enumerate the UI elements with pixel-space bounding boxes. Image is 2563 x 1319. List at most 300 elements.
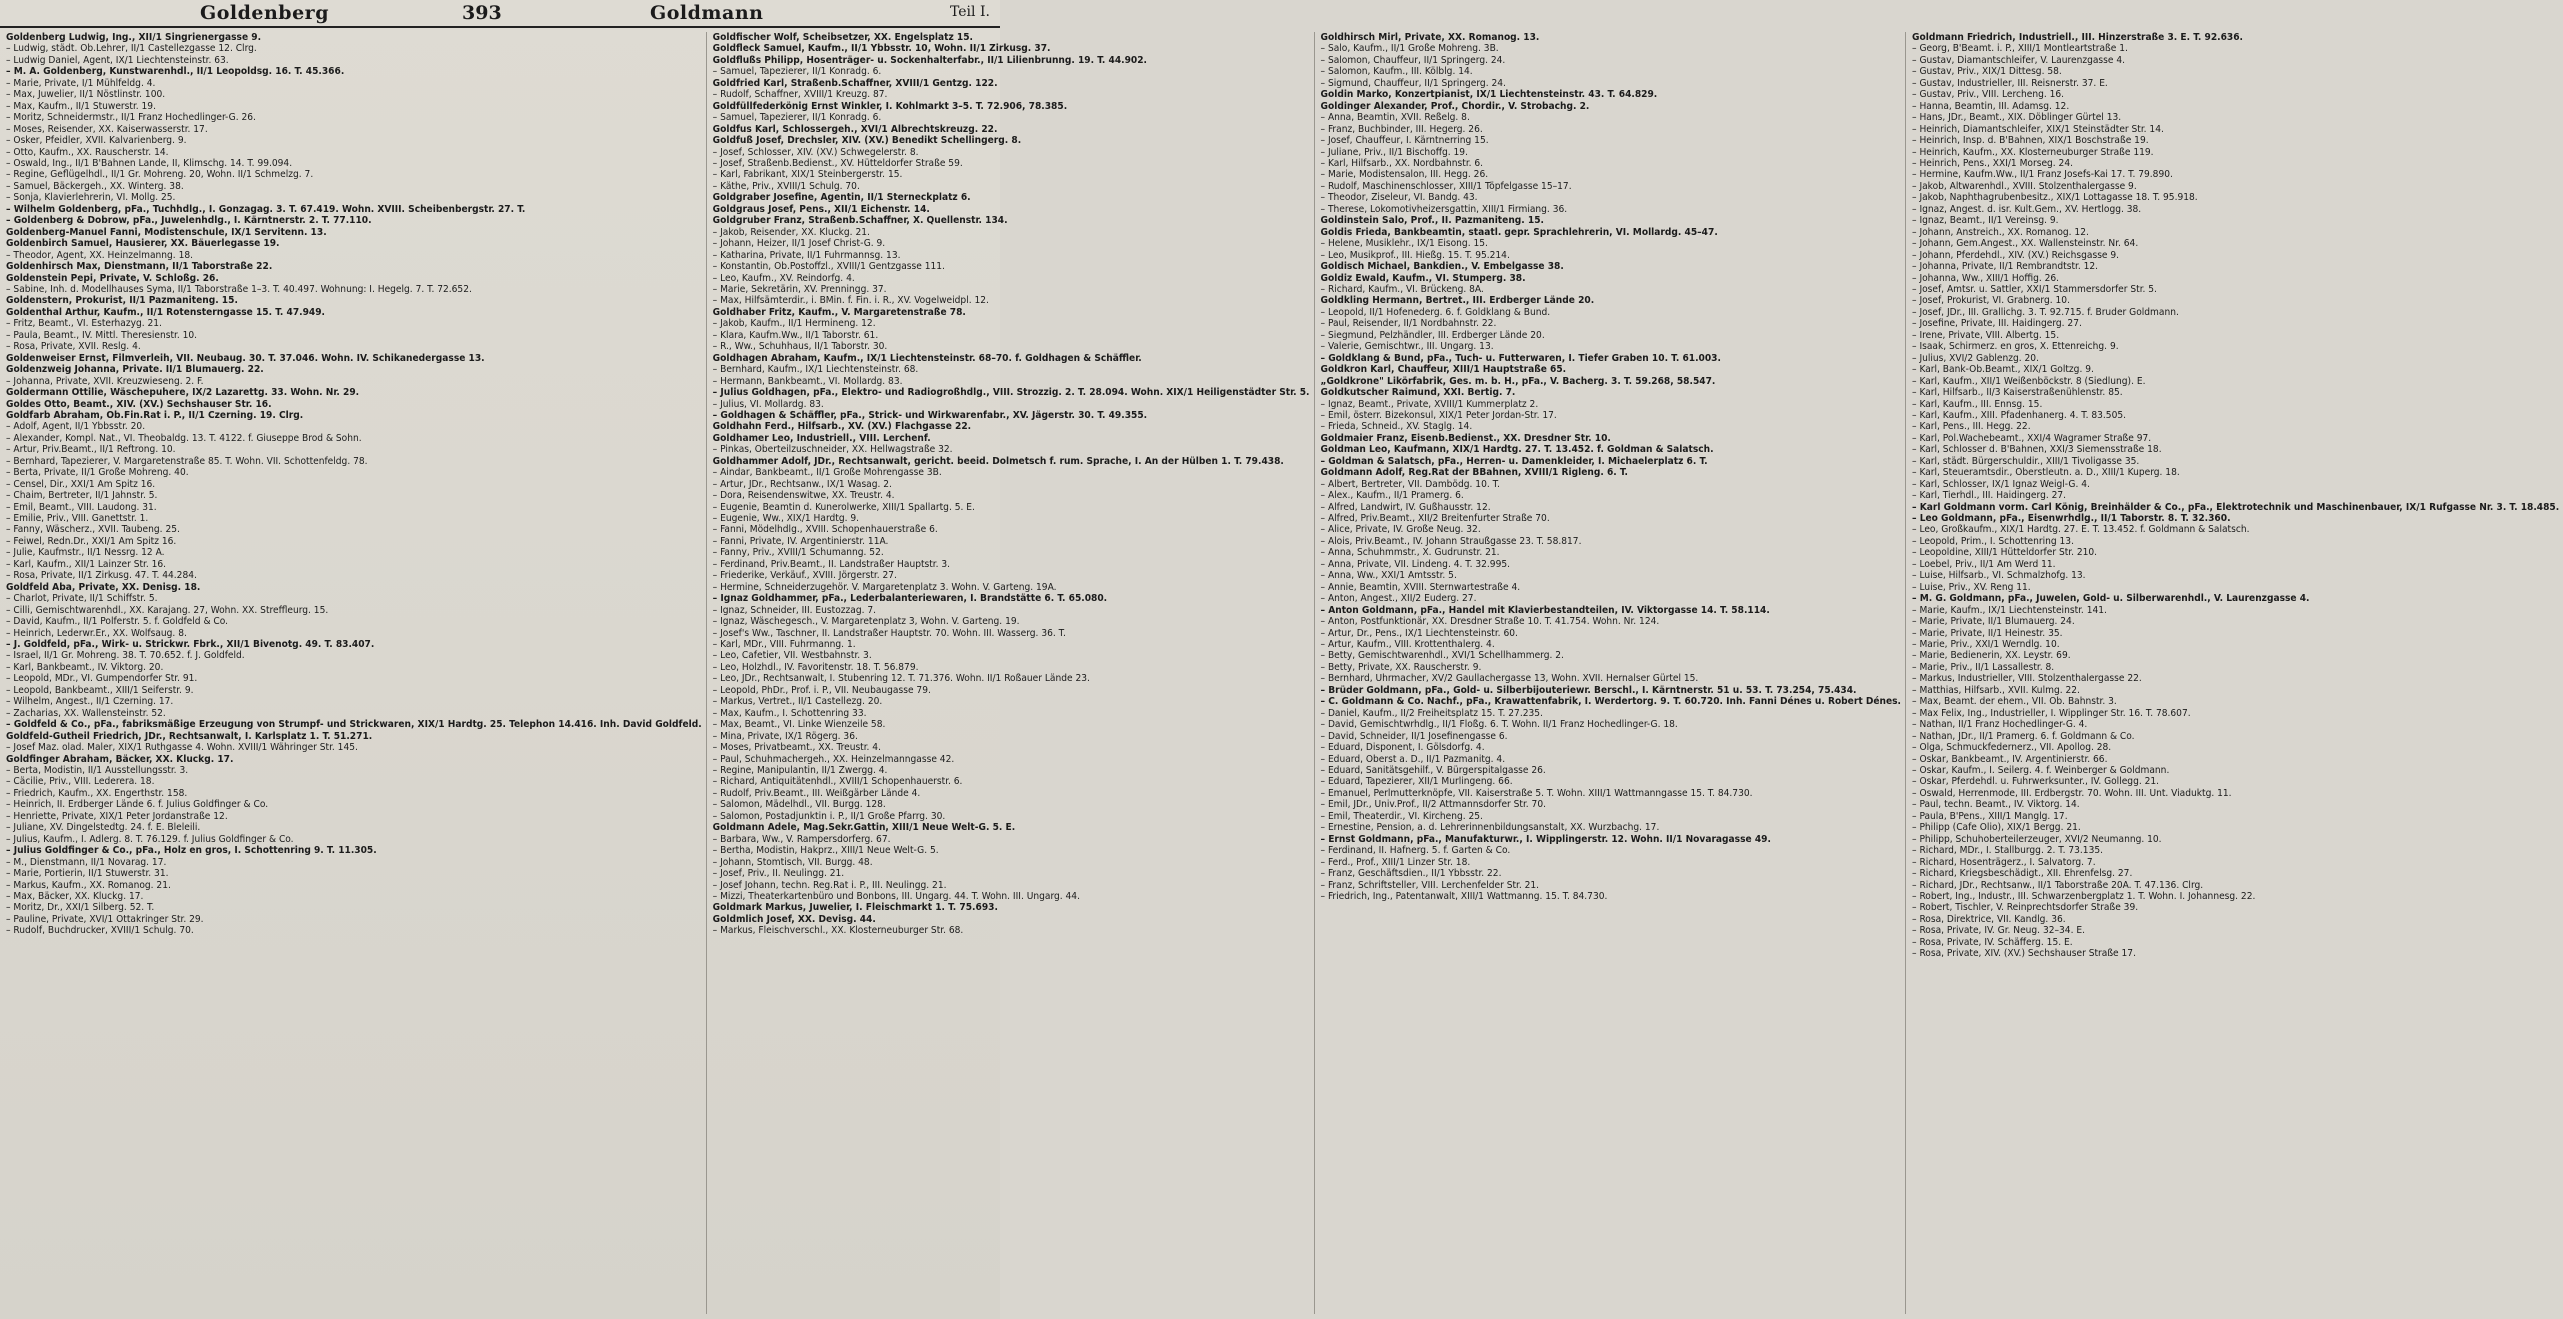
directory-entry-heading: Goldman Leo, Kaufmann, XIX/1 Hardtg. 27. T. 13.452. f. Goldman & Salatsch.	[1320, 444, 1714, 456]
directory-entry: – Charlot, Private, II/1 Schiffstr. 5.	[6, 593, 158, 605]
directory-entry: – Rudolf, Schaffner, XVIII/1 Kreuzg. 87.	[712, 89, 888, 101]
directory-entry: – Richard, MDr., I. Stallburgg. 2. T. 73.135.	[1912, 845, 2104, 857]
directory-entry-heading: – Karl Goldmann vorm. Carl König, Breinhälder & Co., pFa., Elektrotechnik und Maschinenbauer, IX/1 Rufgasse Nr. 3. T. 18.485.	[1912, 501, 2560, 513]
directory-entry-heading: – Ernst Goldmann, pFa., Manufakturwr., I. Wipplingerstr. 12. Wohn. II/1 Novaragasse 49.	[1320, 833, 1771, 845]
directory-entry: – Marie, Portierin, II/1 Stuwerstr. 31.	[6, 868, 169, 880]
directory-entry: – Katharina, Private, II/1 Fuhrmannsg. 13.	[712, 249, 901, 261]
directory-entry: – Israel, II/1 Gr. Mohreng. 38. T. 70.652. f. J. Goldfeld.	[6, 650, 245, 662]
directory-entry-heading: Goldhahn Ferd., Hilfsarb., XV. (XV.) Flachgasse 22.	[712, 421, 972, 433]
directory-entry: – Zacharias, XX. Wallensteinstr. 52.	[6, 707, 166, 719]
directory-entry: – Gustav, Priv., VIII. Lercheng. 16.	[1912, 89, 2065, 101]
directory-entry-heading: Goldfuß Josef, Drechsler, XIV. (XV.) Benedikt Schellingerg. 8.	[712, 135, 1022, 147]
directory-entry: – Franz, Schriftsteller, VIII. Lerchenfelder Str. 21.	[1320, 879, 1540, 891]
directory-entry: – Bernhard, Kaufm., IX/1 Liechtensteinstr. 68.	[712, 364, 919, 376]
directory-entry: – Max, Bäcker, XX. Kluckg. 17.	[6, 890, 144, 902]
directory-entry: – Philipp, Schuhoberteilerzeuger, XVI/2 Neumanng. 10.	[1912, 833, 2162, 845]
directory-entry-heading: „Goldkrone" Likörfabrik, Ges. m. b. H., pFa., V. Bacherg. 3. T. 59.268, 58.547.	[1320, 375, 1716, 387]
directory-entry: – Sabine, Inh. d. Modellhauses Syma, II/1 Taborstraße 1–3. T. 40.497. Wohnung: I. Hegelg. 7. T. 72.652.	[6, 283, 472, 295]
directory-entry: – Rosa, Private, IV. Schäfferg. 15. E.	[1912, 936, 2073, 948]
directory-entry: – Ferdinand, II. Hafnerg. 5. f. Garten & Co.	[1320, 845, 1511, 857]
directory-entry-heading: Goldmlich Josef, XX. Devisg. 44.	[712, 913, 876, 925]
directory-entry: – Rosa, Private, IV. Gr. Neug. 32–34. E.	[1912, 925, 2085, 937]
directory-entry: – Markus, Industrieller, VIII. Stolzenthalergasse 22.	[1912, 673, 2142, 685]
directory-entry: – David, Gemischtwrhdlg., II/1 Floßg. 6. T. Wohn. II/1 Franz Hochedlinger-G. 18.	[1320, 719, 1678, 731]
directory-entry: – Johann, Pferdehdl., XIV. (XV.) Reichsgasse 9.	[1912, 249, 2120, 261]
directory-entry: – Frieda, Schneid., XV. Staglg. 14.	[1320, 421, 1473, 433]
directory-entry: – Ignaz, Wäschegesch., V. Margaretenplatz 3, Wohn. V. Garteng. 19.	[712, 616, 1020, 628]
directory-entry: – Henriette, Private, XIX/1 Peter Jordanstraße 12.	[6, 810, 228, 822]
directory-entry: – Marie, Private, I/1 Mühlfeldg. 4.	[6, 77, 156, 89]
directory-entry: – Karl, Schlosser d. B'Bahnen, XXI/3 Siemensstraße 18.	[1912, 444, 2162, 456]
directory-entry-heading: – Goldfeld & Co., pFa., fabriksmäßige Erzeugung von Strumpf- und Strickwaren, XIX/1 Hardtg. 25. Telephon 14.416. Inh. David Goldfeld.	[6, 719, 702, 731]
directory-entry: – Leopold, PhDr., Prof. i. P., VII. Neubaugasse 79.	[712, 684, 931, 696]
directory-entry-heading: Goldfischer Wolf, Scheibsetzer, XX. Engelsplatz 15.	[712, 32, 973, 43]
directory-entry: – Johann, Stomtisch, VII. Burgg. 48.	[712, 856, 873, 868]
directory-entry-heading: Goldermann Ottilie, Wäschepuhere, IX/2 Lazarettg. 33. Wohn. Nr. 29.	[6, 387, 360, 399]
directory-entry: – Betty, Private, XX. Rauscherstr. 9.	[1320, 661, 1482, 673]
directory-entry: – Luise, Hilfsarb., VI. Schmalzhofg. 13.	[1912, 570, 2086, 582]
directory-entry: – Chaim, Bertreter, II/1 Jahnstr. 5.	[6, 490, 158, 502]
directory-entry: – Rosa, Private, XVII. Reslg. 4.	[6, 341, 141, 353]
directory-entry: – Osker, Pfeidler, XVII. Kalvarienberg. 9.	[6, 135, 187, 147]
directory-entry: – Moses, Reisender, XX. Kaiserwasserstr. 17.	[6, 123, 208, 135]
directory-entry: – Käthe, Priv., XVIII/1 Schulg. 70.	[712, 180, 860, 192]
directory-entry: – Johann, Gem.Angest., XX. Wallensteinstr. Nr. 64.	[1912, 238, 2139, 250]
directory-entry: – Nathan, II/1 Franz Hochedlinger-G. 4.	[1912, 719, 2088, 731]
directory-entry: – Oswald, Ing., II/1 B'Bahnen Lande, II, Klimschg. 14. T. 99.094.	[6, 157, 293, 169]
directory-entry: – Alexander, Kompl. Nat., VI. Theobaldg. 13. T. 4122. f. Giuseppe Brod & Sohn.	[6, 432, 362, 444]
directory-entry: – Leo, Kaufm., XV. Reindorfg. 4.	[712, 272, 855, 284]
directory-entry: – Fritz, Beamt., VI. Esterhazyg. 21.	[6, 318, 162, 330]
directory-entry-heading: Goldflußs Philipp, Hosenträger- u. Sockenhalterfabr., II/1 Lilienbrunng. 19. T. 44.902.	[712, 54, 1148, 66]
directory-entry: – Theodor, Ziseleur, VI. Bandg. 43.	[1320, 192, 1478, 204]
directory-entry-heading: Goldfeld-Gutheil Friedrich, JDr., Rechtsanwalt, I. Karlsplatz 1. T. 51.271.	[6, 730, 373, 742]
directory-entry: – Hermine, Schneiderzugehör. V. Margaretenplatz 3. Wohn. V. Garteng. 19A.	[712, 581, 1057, 593]
directory-entry-heading: Goldenberg-Manuel Fanni, Modistenschule, IX/1 Servitenn. 13.	[6, 226, 327, 238]
directory-entry: – Josef, JDr., III. Grallichg. 3. T. 92.715. f. Bruder Goldmann.	[1912, 306, 2179, 318]
directory-entry: – Bertha, Modistin, Hakprz., XIII/1 Neue Welt-G. 5.	[712, 845, 939, 857]
directory-entry: – Fanni, Private, IV. Argentinierstr. 11A.	[712, 535, 889, 547]
directory-entry: – Oskar, Kaufm., I. Seilerg. 4. f. Weinberger & Goldmann.	[1912, 765, 2170, 776]
directory-entry-heading: Goldfarb Abraham, Ob.Fin.Rat i. P., II/1 Czerning. 19. Clrg.	[6, 409, 304, 421]
directory-entry: – Karl, Schlosser, IX/1 Ignaz Weigl-G. 4.	[1912, 478, 2090, 490]
directory-entry: – Leopoldine, XIII/1 Hütteldorfer Str. 210.	[1912, 547, 2098, 559]
directory-entry: – Heinrich, Lederwr.Er., XX. Wolfsaug. 8.	[6, 627, 187, 639]
directory-entry: – Loebel, Priv., II/1 Am Werd 11.	[1912, 558, 2056, 570]
directory-entry: – Georg, B'Beamt. i. P., XIII/1 Montleartstraße 1.	[1912, 43, 2128, 55]
directory-entry: – Censel, Dir., XXI/1 Am Spitz 16.	[6, 478, 156, 490]
directory-entry: – Olga, Schmuckfedernerz., VII. Apollog. 28.	[1912, 742, 2112, 754]
directory-entry: – Paul, techn. Beamt., IV. Viktorg. 14.	[1912, 799, 2080, 811]
directory-entry: – David, Schneider, II/1 Josefinengasse 6.	[1320, 730, 1508, 742]
directory-entry: – Heinrich, II. Erdberger Lände 6. f. Julius Goldfinger & Co.	[6, 799, 269, 811]
directory-entry-heading: Goldkron Karl, Chauffeur, XIII/1 Hauptstraße 65.	[1320, 364, 1567, 376]
directory-entry: – Albert, Bertreter, VII. Dambödg. 10. T.	[1320, 478, 1500, 490]
directory-entry: – Julius, VI. Mollardg. 83.	[712, 398, 824, 410]
directory-entry: – Moritz, Schneidermstr., II/1 Franz Hochedlinger-G. 26.	[6, 112, 256, 124]
directory-entry: – Karl, MDr., VIII. Fuhrmanng. 1.	[712, 639, 856, 651]
directory-entry-heading: Goldhagen Abraham, Kaufm., IX/1 Liechtensteinstr. 68–70. f. Goldhagen & Schäffler.	[712, 352, 1142, 364]
directory-entry: – Regine, Geflügelhdl., II/1 Gr. Mohreng. 20, Wohn. II/1 Schmelzg. 7.	[6, 169, 314, 181]
directory-entry: – Markus, Kaufm., XX. Romanog. 21.	[6, 879, 171, 891]
directory-entry: – Aindar, Bankbeamt., II/1 Große Mohrengasse 3B.	[712, 467, 942, 479]
directory-entry-heading: Goldfried Karl, Straßenb.Schaffner, XVIII/1 Gentzg. 122.	[712, 77, 998, 89]
directory-entry-heading: Goldfinger Abraham, Bäcker, XX. Kluckg. 17.	[6, 753, 234, 765]
directory-entry-heading: Goldmark Markus, Juwelier, I. Fleischmarkt 1. T. 75.693.	[712, 902, 998, 914]
directory-entry: – Josef's Ww., Taschner, II. Landstraßer Hauptstr. 70. Wohn. III. Wasserg. 36. T.	[712, 627, 1066, 639]
directory-entry: – Josef, Amtsr. u. Sattler, XXI/1 Stammersdorfer Str. 5.	[1912, 283, 2157, 295]
directory-entry: – Karl, Tierhdl., III. Haidingerg. 27.	[1912, 490, 2067, 502]
running-head-right: Goldmann	[650, 2, 764, 24]
directory-entry: – Max, Hilfsämterdir., i. BMin. f. Fin. i. R., XV. Vogelweidpl. 12.	[712, 295, 989, 307]
directory-entry: – Klara, Kaufm.Ww., II/1 Taborstr. 61.	[712, 329, 879, 341]
directory-entry-heading: Goldhaber Fritz, Kaufm., V. Margaretenstraße 78.	[712, 306, 966, 318]
directory-entry: – Max, Juwelier, II/1 Nöstlinstr. 100.	[6, 89, 166, 101]
directory-entry: – Bernhard, Uhrmacher, XV/2 Gaullachergasse 13, Wohn. XVII. Hernalser Gürtel 15.	[1320, 673, 1699, 685]
directory-entry-heading: Goldmaier Franz, Eisenb.Bedienst., XX. Dresdner Str. 10.	[1320, 432, 1611, 444]
directory-entry: – Helene, Musiklehr., IX/1 Eisong. 15.	[1320, 238, 1488, 250]
directory-entry-heading: Goldisch Michael, Bankdien., V. Embelgasse 38.	[1320, 261, 1564, 273]
directory-columns	[6, 32, 2560, 1314]
directory-entry: – Regine, Manipulantin, II/1 Zwergg. 4.	[712, 765, 888, 776]
directory-entry-heading: Goldiz Ewald, Kaufm., VI. Stumperg. 38.	[1320, 272, 1526, 284]
directory-entry-heading: Goldkutscher Raimund, XXI. Bertig. 7.	[1320, 387, 1516, 399]
directory-entry: – Markus, Fleischverschl., XX. Klosterneuburger Str. 68.	[712, 925, 964, 937]
directory-entry: – Moritz, Dr., XXI/1 Silberg. 52. T.	[6, 902, 155, 914]
directory-entry-heading: Goldmann Adele, Mag.Sekr.Gattin, XIII/1 Neue Welt-G. 5. E.	[712, 822, 1016, 834]
directory-entry: – Josef Johann, techn. Reg.Rat i. P., III. Neulingg. 21.	[712, 879, 947, 891]
directory-entry: – Hermann, Bankbeamt., VI. Mollardg. 83.	[712, 375, 903, 387]
directory-entry: – Eduard, Disponent, I. Gölsdorfg. 4.	[1320, 742, 1485, 754]
directory-entry-heading: – Julius Goldfinger & Co., pFa., Holz en gros, I. Schottenring 9. T. 11.305.	[6, 845, 377, 857]
directory-entry: – Jakob, Kaufm., II/1 Hermineng. 12.	[712, 318, 876, 330]
directory-entry: – Gustav, Priv., XIX/1 Dittesg. 58.	[1912, 66, 2062, 78]
directory-entry: – Pauline, Private, XVI/1 Ottakringer Str. 29.	[6, 913, 204, 925]
directory-entry: – Josef, Straßenb.Bedienst., XV. Hütteldorfer Straße 59.	[712, 157, 963, 169]
directory-entry-heading: Goldenzweig Johanna, Private. II/1 Blumauerg. 22.	[6, 364, 264, 376]
directory-entry: – Fanny, Wäscherz., XVII. Taubeng. 25.	[6, 524, 180, 536]
directory-entry-heading: – M. A. Goldenberg, Kunstwarenhdl., II/1 Leopoldsg. 16. T. 45.366.	[6, 66, 345, 78]
directory-entry: – Johanna, Private, XVII. Kreuzwieseng. 2. F.	[6, 375, 204, 387]
directory-entry: – Marie, Modistensalon, III. Hegg. 26.	[1320, 169, 1489, 181]
directory-entry: – Gustav, Industrieller, III. Reisnerstr. 37. E.	[1912, 77, 2108, 89]
directory-entry: – Karl, Hilfsarb., II/3 Kaiserstraßenühlenstr. 85.	[1912, 387, 2123, 399]
directory-entry: – Alice, Private, IV. Große Neug. 32.	[1320, 524, 1481, 536]
directory-entry: – Richard, Hosenträgerz., I. Salvatorg. 7.	[1912, 856, 2096, 868]
directory-entry: – Anna, Schuhmmstr., X. Gudrunstr. 21.	[1320, 547, 1500, 559]
directory-column-1	[6, 32, 707, 1314]
directory-entry: – Alois, Priv.Beamt., IV. Johann Straußgasse 23. T. 58.817.	[1320, 535, 1582, 547]
directory-entry: – Pinkas, Oberteilzuschneider, XX. Hellwagstraße 32.	[712, 444, 953, 456]
directory-entry: – Karl, Fabrikant, XIX/1 Steinbergerstr. 15.	[712, 169, 903, 181]
directory-entry-heading: Goldhammer Adolf, JDr., Rechtsanwalt, gericht. beeid. Dolmetsch f. rum. Sprache, I. An der Hülben 1. T. 79.438.	[712, 455, 1284, 467]
directory-entry: – Isaak, Schirmerz. en gros, X. Ettenreichg. 9.	[1912, 341, 2119, 353]
directory-entry: – Artur, JDr., Rechtsanw., IX/1 Wasag. 2.	[712, 478, 892, 490]
directory-entry-heading: Goldenberg Ludwig, Ing., XII/1 Singrienergasse 9.	[6, 32, 262, 43]
directory-entry-heading: Goldmann Friedrich, Industriell., III. Hinzerstraße 3. E. T. 92.636.	[1912, 32, 2243, 43]
directory-entry: – Julius, Kaufm., I. Adlerg. 8. T. 76.129. f. Julius Goldfinger & Co.	[6, 833, 294, 845]
directory-entry: – Rudolf, Priv.Beamt., III. Weißgärber Lände 4.	[712, 787, 921, 799]
directory-entry-heading: Goldinstein Salo, Prof., II. Pazmaniteng. 15.	[1320, 215, 1544, 227]
directory-entry: – Feiwel, Redn.Dr., XXI/1 Am Spitz 16.	[6, 535, 177, 547]
directory-entry-heading: – Anton Goldmann, pFa., Handel mit Klavierbestandteilen, IV. Viktorgasse 14. T. 58.114.	[1320, 604, 1770, 616]
directory-entry: – Richard, Kriegsbeschädigt., XII. Ehrenfelsg. 27.	[1912, 868, 2133, 880]
directory-entry: – Karl, städt. Bürgerschuldir., XIII/1 Tivoligasse 35.	[1912, 455, 2140, 467]
directory-entry: – Hans, JDr., Beamt., XIX. Döblinger Gürtel 13.	[1912, 112, 2122, 124]
directory-entry: – Johann, Anstreich., XX. Romanog. 12.	[1912, 226, 2089, 238]
directory-entry-heading: Goldes Otto, Beamt., XIV. (XV.) Sechshauser Str. 16.	[6, 398, 272, 410]
directory-entry: – Karl, Bank-Ob.Beamt., XIX/1 Goltzg. 9.	[1912, 364, 2094, 376]
directory-entry: – Markus, Vertret., II/1 Castellezg. 20.	[712, 696, 883, 708]
directory-entry: – Anton, Angest., XII/2 Euderg. 27.	[1320, 593, 1477, 605]
directory-entry: – Paula, B'Pens., XIII/1 Manglg. 17.	[1912, 810, 2068, 822]
directory-entry: – Friedrich, Ing., Patentanwalt, XIII/1 Wattmanng. 15. T. 84.730.	[1320, 890, 1608, 902]
directory-entry: – R., Ww., Schuhhaus, II/1 Taborstr. 30.	[712, 341, 888, 353]
directory-entry: – Eduard, Tapezierer, XII/1 Murlingeng. 66.	[1320, 776, 1513, 788]
directory-entry: – Salomon, Mädelhdl., VII. Burgg. 128.	[712, 799, 886, 811]
directory-entry: – Alex., Kaufm., II/1 Pramerg. 6.	[1320, 490, 1464, 502]
directory-entry: – Juliane, XV. Dingelstedtg. 24. f. E. Bleleili.	[6, 822, 201, 834]
directory-entry: – Hanna, Beamtin, III. Adamsg. 12.	[1912, 100, 2070, 112]
directory-entry: – Therese, Lokomotivheizersgattin, XIII/1 Firmiang. 36.	[1320, 203, 1568, 215]
directory-entry: – Samuel, Bäckergeh., XX. Winterg. 38.	[6, 180, 184, 192]
directory-entry-heading: – Leo Goldmann, pFa., Eisenwrhdlg., II/1 Taborstr. 8. T. 32.360.	[1912, 513, 2231, 525]
directory-entry: – Julie, Kaufmstr., II/1 Nessrg. 12 A.	[6, 547, 165, 559]
directory-entry-heading: Goldmann Adolf, Reg.Rat der BBahnen, XVIII/1 Rigleng. 6. T.	[1320, 467, 1628, 479]
directory-entry: – Karl, Kaufm., XIII. Pfadenhanerg. 4. T. 83.505.	[1912, 409, 2127, 421]
directory-entry: – Ludwig Daniel, Agent, IX/1 Liechtensteinstr. 63.	[6, 54, 229, 66]
directory-entry: – Theodor, Agent, XX. Heinzelmanng. 18.	[6, 249, 194, 261]
directory-entry: – Siegmund, Pelzhändler, III. Erdberger Lände 20.	[1320, 329, 1545, 341]
directory-entry-heading: Goldfus Karl, Schlossergeh., XVI/1 Albrechtskreuzg. 22.	[712, 123, 998, 135]
directory-entry: – Betty, Gemischtwarenhdl., XVI/1 Schellhammerg. 2.	[1320, 650, 1564, 662]
directory-entry: – Ignaz, Beamt., Private, XVIII/1 Kummerplatz 2.	[1320, 398, 1539, 410]
directory-entry: – Jakob, Naphthagrubenbesitz., XIX/1 Lottagasse 18. T. 95.918.	[1912, 192, 2198, 204]
directory-entry: – Marie, Private, II/1 Blumauerg. 24.	[1912, 616, 2075, 628]
directory-entry: – Emilie, Priv., VIII. Ganettstr. 1.	[6, 513, 149, 525]
directory-entry: – Anna, Beamtin, XVII. Reßelg. 8.	[1320, 112, 1470, 124]
directory-entry: – Eugenie, Beamtin d. Kunerolwerke, XIII/1 Spallartg. 5. E.	[712, 501, 975, 513]
directory-entry-heading: – C. Goldmann & Co. Nachf., pFa., Krawattenfabrik, I. Werdertorg. 9. T. 60.720. Inh. Fanni Dénes u. Robert Dénes.	[1320, 696, 1902, 708]
directory-entry: – Fanni, Mödelhdlg., XVIII. Schopenhauerstraße 6.	[712, 524, 938, 536]
directory-entry: – Moses, Privatbeamt., XX. Treustr. 4.	[712, 742, 881, 754]
directory-entry-heading: – M. G. Goldmann, pFa., Juwelen, Gold- u. Silberwarenhdl., V. Laurenzgasse 4.	[1912, 593, 2310, 605]
directory-entry: – Marie, Priv., II/1 Lassallestr. 8.	[1912, 661, 2055, 673]
directory-entry: – Karl, Pens., III. Hegg. 22.	[1912, 421, 2031, 433]
directory-entry-heading: Goldfleck Samuel, Kaufm., II/1 Ybbsstr. 10, Wohn. II/1 Zirkusg. 37.	[712, 43, 1051, 55]
directory-entry-heading: Goldgraber Josefine, Agentin, II/1 Sterneckplatz 6.	[712, 192, 971, 204]
directory-entry-heading: – Julius Goldhagen, pFa., Elektro- und Radiogroßhdlg., VIII. Strozzig. 2. T. 28.094. Wohn. XIX/1 Heiligenstädter Str. 5.	[712, 387, 1310, 399]
directory-entry: – Max, Kaufm., I. Schottenring 33.	[712, 707, 867, 719]
directory-entry: – Marie, Kaufm., IX/1 Liechtensteinstr. 141.	[1912, 604, 2107, 616]
directory-column-2	[713, 32, 1315, 1314]
directory-entry: – Josef Maz. olad. Maler, XIX/1 Ruthgasse 4. Wohn. XVIII/1 Währinger Str. 145.	[6, 742, 358, 754]
directory-entry: – Anna, Ww., XXI/1 Amtsstr. 5.	[1320, 570, 1457, 582]
directory-entry: – Heinrich, Pens., XXI/1 Morseg. 24.	[1912, 157, 2073, 169]
directory-entry: – Ernestine, Pension, a. d. Lehrerinnenbildungsanstalt, XX. Wurzbachg. 17.	[1320, 822, 1660, 834]
directory-entry: – Emanuel, Perlmutterknöpfe, VII. Kaiserstraße 5. T. Wohn. XIII/1 Wattmanngasse 15. T. 84.730.	[1320, 787, 1753, 799]
directory-entry: – Karl, Kaufm., XII/1 Lainzer Str. 16.	[6, 558, 167, 570]
directory-entry-heading: Goldhamer Leo, Industriell., VIII. Lerchenf.	[712, 432, 931, 444]
directory-entry: – Heinrich, Insp. d. B'Bahnen, XIX/1 Boschstraße 19.	[1912, 135, 2149, 147]
directory-entry-heading: – Goldman & Salatsch, pFa., Herren- u. Damenkleider, I. Michaelerplatz 6. T.	[1320, 455, 1708, 467]
directory-entry: – Oskar, Bankbeamt., IV. Argentinierstr. 66.	[1912, 753, 2108, 765]
directory-entry: – Barbara, Ww., V. Rampersdorferg. 67.	[712, 833, 891, 845]
directory-entry-heading: Goldenstern, Prokurist, II/1 Pazmaniteng. 15.	[6, 295, 238, 307]
directory-entry: – Julius, XVI/2 Gablenzg. 20.	[1912, 352, 2039, 364]
directory-entry: – Leo, Musikprof., III. Hießg. 15. T. 95.214.	[1320, 249, 1510, 261]
directory-entry-heading: Goldenstein Pepi, Private, V. Schloßg. 26.	[6, 272, 219, 284]
directory-entry: – Rosa, Direktrice, VII. Kandlg. 36.	[1912, 913, 2066, 925]
directory-entry: – Alfred, Priv.Beamt., XII/2 Breitenfurter Straße 70.	[1320, 513, 1550, 525]
directory-entry: – Franz, Geschäftsdien., II/1 Ybbsstr. 22.	[1320, 868, 1502, 880]
directory-entry: – Max, Kaufm., II/1 Stuwerstr. 19.	[6, 100, 156, 112]
directory-entry: – Ludwig, städt. Ob.Lehrer, II/1 Castellezgasse 12. Clrg.	[6, 43, 257, 55]
directory-entry: – Ignaz, Angest. d. isr. Kult.Gem., XV. Hertlogg. 38.	[1912, 203, 2142, 215]
directory-entry: – Dora, Reisendenswitwe, XX. Treustr. 4.	[712, 490, 895, 502]
directory-entry: – Josef, Chauffeur, I. Kärntnerring 15.	[1320, 135, 1489, 147]
directory-entry: – Ignaz, Schneider, III. Eustozzag. 7.	[712, 604, 877, 616]
directory-entry: – Rosa, Private, II/1 Zirkusg. 47. T. 44.284.	[6, 570, 197, 582]
directory-entry: – Franz, Buchbinder, III. Hegerg. 26.	[1320, 123, 1483, 135]
directory-entry: – Berta, Private, II/1 Große Mohreng. 40.	[6, 467, 189, 479]
directory-entry-heading: – Wilhelm Goldenberg, pFa., Tuchhdlg., I. Gonzagag. 3. T. 67.419. Wohn. XVIII. Scheibenbergstr. 27. T.	[6, 203, 526, 215]
directory-entry: – Friedrich, Kaufm., XX. Engerthstr. 158.	[6, 787, 188, 799]
directory-entry: – Sigmund, Chauffeur, II/1 Springerg. 24.	[1320, 77, 1506, 89]
directory-entry: – Johann, Heizer, II/1 Josef Christ-G. 9.	[712, 238, 886, 250]
directory-entry-heading: Goldenhirsch Max, Dienstmann, II/1 Taborstraße 22.	[6, 261, 273, 273]
directory-entry-heading: Goldfeld Aba, Private, XX. Denisg. 18.	[6, 581, 201, 593]
page-number: 393	[462, 2, 502, 24]
directory-entry: – Marie, Bedienerin, XX. Leystr. 69.	[1912, 650, 2071, 662]
directory-entry-heading: Goldfüllfederkönig Ernst Winkler, I. Kohlmarkt 3–5. T. 72.906, 78.385.	[712, 100, 1068, 112]
directory-entry: – Robert, Tischler, V. Reinprechtsdorfer Straße 39.	[1912, 902, 2139, 914]
directory-entry: – Emil, Theaterdir., VI. Kircheng. 25.	[1320, 810, 1483, 822]
directory-entry: – Luise, Priv., XV. Reng 11.	[1912, 581, 2031, 593]
directory-entry-heading: Goldhirsch Mirl, Private, XX. Romanog. 13.	[1320, 32, 1540, 43]
directory-entry: – Leopold, Prim., I. Schottenring 13.	[1912, 535, 2074, 547]
directory-entry: – M., Dienstmann, II/1 Novarag. 17.	[6, 856, 167, 868]
directory-entry: – Karl, Kaufm., XII/1 Weißenböckstr. 8 (Siedlung). E.	[1912, 375, 2146, 387]
directory-entry: – Hermine, Kaufm.Ww., II/1 Franz Josefs-Kai 17. T. 79.890.	[1912, 169, 2173, 181]
directory-entry-heading: – Goldhagen & Schäffler, pFa., Strick- und Wirkwarenfabr., XV. Jägerstr. 30. T. 49.355.	[712, 409, 1148, 421]
directory-entry-heading: – Goldklang & Bund, pFa., Tuch- u. Futterwaren, I. Tiefer Graben 10. T. 61.003.	[1320, 352, 1721, 364]
directory-entry: – Johanna, Private, II/1 Rembrandtstr. 12.	[1912, 261, 2099, 273]
directory-entry: – Eugenie, Ww., XIX/1 Hardtg. 9.	[712, 513, 860, 525]
directory-entry: – Anton, Postfunktionär, XX. Dresdner Straße 10. T. 41.754. Wohn. Nr. 124.	[1320, 616, 1660, 628]
directory-entry: – Konstantin, Ob.Postoffzl., XVIII/1 Gentzgasse 111.	[712, 261, 945, 273]
directory-entry: – Rosa, Private, XIV. (XV.) Sechshauser Straße 17.	[1912, 948, 2136, 960]
directory-entry-heading: Goldenbirch Samuel, Hausierer, XX. Bäuerlegasse 19.	[6, 238, 280, 250]
directory-entry: – Richard, JDr., Rechtsanw., II/1 Taborstraße 20A. T. 47.136. Clrg.	[1912, 879, 2204, 891]
directory-entry: – Daniel, Kaufm., II/2 Freiheitsplatz 15. T. 27.235.	[1320, 707, 1543, 719]
directory-entry: – Artur, Dr., Pens., IX/1 Liechtensteinstr. 60.	[1320, 627, 1518, 639]
directory-entry: – Paul, Reisender, II/1 Nordbahnstr. 22.	[1320, 318, 1497, 330]
directory-entry: – Jakob, Reisender, XX. Kluckg. 21.	[712, 226, 870, 238]
directory-entry: – Karl, Kaufm., III. Ennsg. 15.	[1912, 398, 2043, 410]
directory-entry: – Richard, Antiquitätenhdl., XVIII/1 Schopenhauerstr. 6.	[712, 776, 963, 788]
directory-entry: – Emil, Beamt., VIII. Laudong. 31.	[6, 501, 157, 513]
directory-entry: – Sonja, Klavierlehrerin, VI. Mollg. 25.	[6, 192, 176, 204]
directory-entry: – Max, Beamt., VI. Linke Wienzeile 58.	[712, 719, 886, 731]
directory-entry: – Juliane, Priv., II/1 Bischoffg. 19.	[1320, 146, 1468, 158]
directory-entry-heading: Goldgraus Josef, Pens., XII/1 Eichenstr. 14.	[712, 203, 930, 215]
directory-entry: – Cilli, Gemischtwarenhdl., XX. Karajang. 27, Wohn. XX. Streffleurg. 15.	[6, 604, 329, 616]
directory-entry: – Max, Beamt. der ehem., VII. Ob. Bahnstr. 3.	[1912, 696, 2117, 708]
directory-entry-heading: – J. Goldfeld, pFa., Wirk- u. Strickwr. Fbrk., XII/1 Bivenotg. 49. T. 83.407.	[6, 639, 375, 651]
directory-entry: – Matthias, Hilfsarb., XVII. Kulmg. 22.	[1912, 684, 2080, 696]
directory-entry: – Leo, Holzhdl., IV. Favoritenstr. 18. T. 56.879.	[712, 661, 919, 673]
directory-entry: – Salomon, Chauffeur, II/1 Springerg. 24.	[1320, 54, 1506, 66]
directory-entry: – Eduard, Sanitätsgehilf., V. Bürgerspitalgasse 26.	[1320, 765, 1546, 776]
directory-entry: – Emil, JDr., Univ.Prof., II/2 Attmannsdorfer Str. 70.	[1320, 799, 1546, 811]
directory-entry: – Max Felix, Ing., Industrieller, I. Wipplinger Str. 16. T. 78.607.	[1912, 707, 2191, 719]
directory-entry: – Richard, Kaufm., VI. Brückeng. 8A.	[1320, 283, 1484, 295]
directory-entry: – Mizzi, Theaterkartenbüro und Bonbons, III. Ungarg. 44. T. Wohn. III. Ungarg. 44.	[712, 890, 1080, 902]
directory-entry: – Salomon, Kaufm., III. Kölblg. 14.	[1320, 66, 1473, 78]
directory-entry: – Marie, Sekretärin, XV. Prenningg. 37.	[712, 283, 887, 295]
directory-entry: – Marie, Priv., XXI/1 Werndlg. 10.	[1912, 639, 2060, 651]
directory-entry: – Fanny, Priv., XVIII/1 Schumanng. 52.	[712, 547, 884, 559]
directory-entry-heading: Goldkling Hermann, Bertret., III. Erdberger Lände 20.	[1320, 295, 1595, 307]
directory-entry: – Salomon, Postadjunktin i. P., II/1 Große Pfarrg. 30.	[712, 810, 946, 822]
directory-entry: – Ferd., Prof., XIII/1 Linzer Str. 18.	[1320, 856, 1471, 868]
directory-entry-heading: – Ignaz Goldhammer, pFa., Lederbalanteriewaren, I. Brandstätte 6. T. 65.080.	[712, 593, 1108, 605]
part-label: Teil I.	[950, 4, 990, 20]
directory-entry-heading: Goldenthal Arthur, Kaufm., II/1 Rotensterngasse 15. T. 47.949.	[6, 306, 325, 318]
directory-entry-heading: Goldinger Alexander, Prof., Chordir., V. Strobachg. 2.	[1320, 100, 1590, 112]
directory-entry: – Ferdinand, Priv.Beamt., II. Landstraßer Hauptstr. 3.	[712, 558, 951, 570]
directory-column-4	[1912, 32, 2563, 1314]
directory-entry: – Wilhelm, Angest., II/1 Czerning. 17.	[6, 696, 174, 708]
directory-entry: – Artur, Priv.Beamt., II/1 Reftrong. 10.	[6, 444, 176, 456]
directory-entry: – Josef, Priv., II. Neulingg. 21.	[712, 868, 845, 880]
running-head-left: Goldenberg	[200, 2, 329, 24]
directory-entry: – Paul, Schuhmachergeh., XX. Heinzelmanngasse 42.	[712, 753, 955, 765]
directory-entry: – Paula, Beamt., IV. Mittl. Theresienstr. 10.	[6, 329, 198, 341]
directory-column-3	[1321, 32, 1907, 1314]
directory-entry: – Robert, Ing., Industr., III. Schwarzenbergplatz 1. T. Wohn. I. Johannesg. 22.	[1912, 890, 2256, 902]
directory-entry-heading: Goldenweiser Ernst, Filmverleih, VII. Neubaug. 30. T. 37.046. Wohn. IV. Schikanedergasse 13.	[6, 352, 485, 364]
directory-entry: – Johanna, Ww., XIII/1 Hoffig. 26.	[1912, 272, 2060, 284]
directory-entry: – Karl, Steueramtsdir., Oberstleutn. a. D., XIII/1 Kuperg. 18.	[1912, 467, 2180, 479]
directory-entry: – Rudolf, Buchdrucker, XVIII/1 Schulg. 70.	[6, 925, 194, 937]
directory-entry: – Samuel, Tapezierer, II/1 Konradg. 6.	[712, 112, 882, 124]
directory-entry: – David, Kaufm., II/1 Polferstr. 5. f. Goldfeld & Co.	[6, 616, 229, 628]
directory-entry: – Adolf, Agent, II/1 Ybbsstr. 20.	[6, 421, 146, 433]
directory-entry: – Rudolf, Maschinenschlosser, XIII/1 Töpfelgasse 15–17.	[1320, 180, 1572, 192]
directory-entry-heading: Goldin Marko, Konzertpianist, IX/1 Liechtensteinstr. 43. T. 64.829.	[1320, 89, 1658, 101]
directory-entry: – Leopold, MDr., VI. Gumpendorfer Str. 91.	[6, 673, 198, 685]
directory-entry: – Eduard, Oberst a. D., II/1 Pazmanitg. 4.	[1320, 753, 1506, 765]
directory-entry-heading: – Brüder Goldmann, pFa., Gold- u. Silberbijouteriewr. Berschl., I. Kärntnerstr. 51 u. 53. T. 73.254, 75.434.	[1320, 684, 1857, 696]
directory-entry-heading: Goldis Frieda, Bankbeamtin, staatl. gepr. Sprachlehrerin, VI. Mollardg. 45–47.	[1320, 226, 1718, 238]
directory-entry: – Annie, Beamtin, XVIII. Sternwartestraße 4.	[1320, 581, 1521, 593]
directory-entry: – Oswald, Herrenmode, III. Erdbergstr. 70. Wohn. III. Unt. Viaduktg. 11.	[1912, 787, 2232, 799]
directory-entry: – Leo, Cafetier, VII. Westbahnstr. 3.	[712, 650, 872, 662]
directory-entry: – Salo, Kaufm., II/1 Große Mohreng. 3B.	[1320, 43, 1499, 55]
directory-entry: – Marie, Private, II/1 Heinestr. 35.	[1912, 627, 2063, 639]
directory-entry: – Josefine, Private, III. Haidingerg. 27.	[1912, 318, 2082, 330]
directory-entry: – Mina, Private, IX/1 Rögerg. 36.	[712, 730, 858, 742]
directory-entry: – Berta, Modistin, II/1 Ausstellungsstr. 3.	[6, 765, 189, 776]
directory-entry: – Jakob, Altwarenhdl., XVIII. Stolzenthalergasse 9.	[1912, 180, 2137, 192]
directory-entry: – Samuel, Tapezierer, II/1 Konradg. 6.	[712, 66, 882, 78]
directory-entry: – Nathan, JDr., II/1 Pramerg. 6. f. Goldmann & Co.	[1912, 730, 2135, 742]
directory-entry: – Emil, österr. Bizekonsul, XIX/1 Peter Jordan-Str. 17.	[1320, 409, 1557, 421]
directory-entry-heading: – Goldenberg & Dobrow, pFa., Juwelenhdlg., I. Kärntnerstr. 2. T. 77.110.	[6, 215, 372, 227]
directory-entry: – Cäcilie, Priv., VIII. Lederera. 18.	[6, 776, 155, 788]
